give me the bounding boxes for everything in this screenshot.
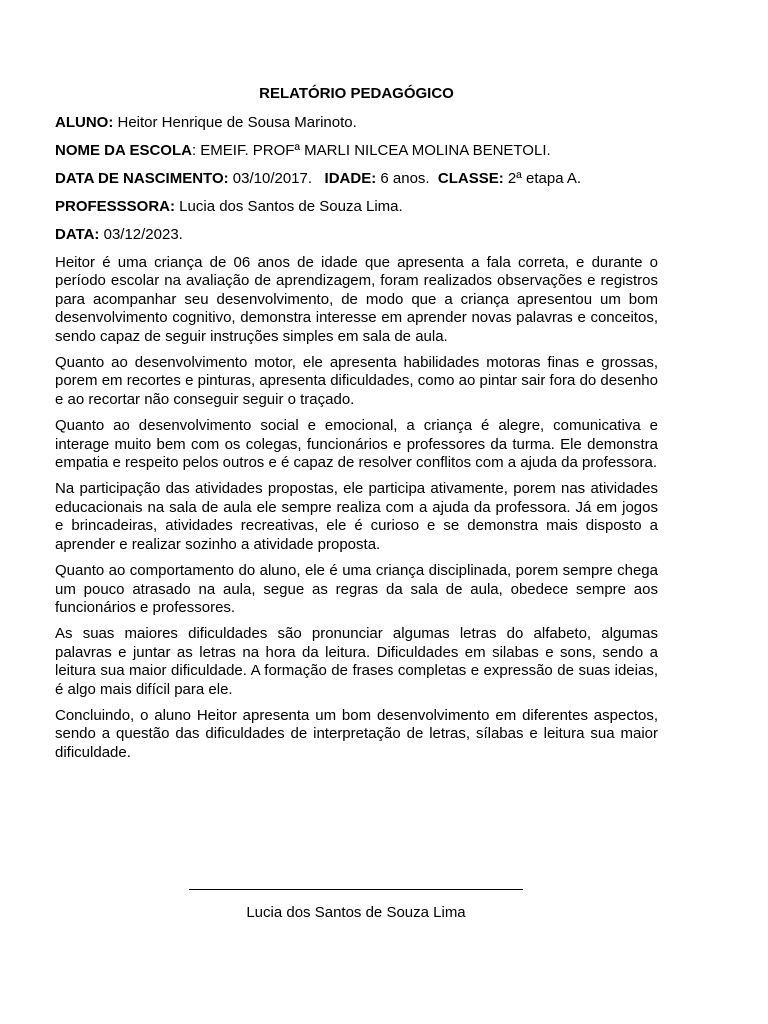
signature-line: [189, 889, 523, 890]
nascimento-label: DATA DE NASCIMENTO:: [55, 170, 229, 187]
signature-block: [189, 875, 523, 923]
field-professora: [55, 197, 658, 217]
classe-label: CLASSE:: [437, 170, 504, 187]
field-nascimento-idade-classe: [55, 169, 658, 189]
paragraph-social: Quanto ao desenvolvimento social e emocional, a criança é alegre, comunicativa e interage muito bem com os colegas, funcionários e professores da turma. Ele demonstra empatia e respeito pelos outros e é capaz de resolver conflitos com a ajuda da professora.: [55, 417, 658, 472]
paragraph-motor: Quanto ao desenvolvimento motor, ele apresenta habilidades motoras finas e grossas, porem em recortes e pinturas, apresenta dificuldades, como ao pintar sair fora do desenho e ao recortar não conseguir seguir o traçado.: [55, 354, 658, 408]
escola-value: : EMEIF. PROFª MARLI NILCEA MOLINA BENETOLI.: [191, 142, 551, 159]
paragraph-dificuldades: As suas maiores dificuldades são pronunciar algumas letras do alfabeto, algumas palavras e juntar as letras na hora da leitura. Dificuldades em silabas e sons, sendo a leitura sua maior dificuldade. A formação de frases completas e expressão de suas ideias, é algo mais difícil para ele.: [55, 625, 658, 698]
data-label: DATA:: [55, 226, 100, 243]
field-data: [55, 225, 658, 245]
classe-value: 2ª etapa A.: [503, 170, 582, 187]
professora-value: Lucia dos Santos de Souza Lima.: [175, 198, 403, 215]
field-aluno: [55, 113, 658, 133]
idade-label: IDADE:: [320, 170, 377, 187]
nascimento-value: 03/10/2017.: [228, 170, 321, 187]
signature-name: Lucia dos Santos de Souza Lima: [246, 904, 466, 921]
field-escola: [55, 141, 658, 161]
document-page: [55, 84, 658, 770]
idade-value: 6 anos.: [376, 170, 438, 187]
paragraph-intro: Heitor é uma criança de 06 anos de idade que apresenta a fala correta, e durante o período escolar na avaliação de aprendizagem, foram realizados observações e registros para acompanhar seu desenvolvimento, de modo que a criança apresentou um bom desenvolvimento cognitivo, demonstra interesse em aprender novas palavras e conceitos, sendo capaz de seguir instruções simples em sala de aula.: [55, 254, 658, 345]
paragraph-participacao: Na participação das atividades propostas, ele participa ativamente, porem nas atividades educacionais na sala de aula ele sempre realiza com a ajuda da professora. Já em jogos e brincadeiras, atividades recreativas, ele é curioso e se demonstra mais disposto a aprender e realizar sozinho a atividade proposta.: [55, 480, 658, 553]
aluno-label: ALUNO:: [55, 114, 114, 131]
escola-label: NOME DA ESCOLA: [55, 142, 192, 159]
paragraph-conclusao: Concluindo, o aluno Heitor apresenta um bom desenvolvimento em diferentes aspectos, sendo a questão das dificuldades de interpretação de letras, sílabas e leitura sua maior dificuldade.: [55, 706, 658, 761]
paragraph-comportamento: Quanto ao comportamento do aluno, ele é uma criança disciplinada, porem sempre chega um pouco atrasado na aula, segue as regras da sala de aula, obedece sempre aos funcionários e professores.: [55, 562, 658, 616]
data-value: 03/12/2023.: [99, 226, 183, 243]
aluno-value: Heitor Henrique de Sousa Marinoto.: [113, 114, 357, 131]
document-title: RELATÓRIO PEDAGÓGICO: [259, 85, 454, 102]
professora-label: PROFESSSORA:: [55, 198, 176, 215]
